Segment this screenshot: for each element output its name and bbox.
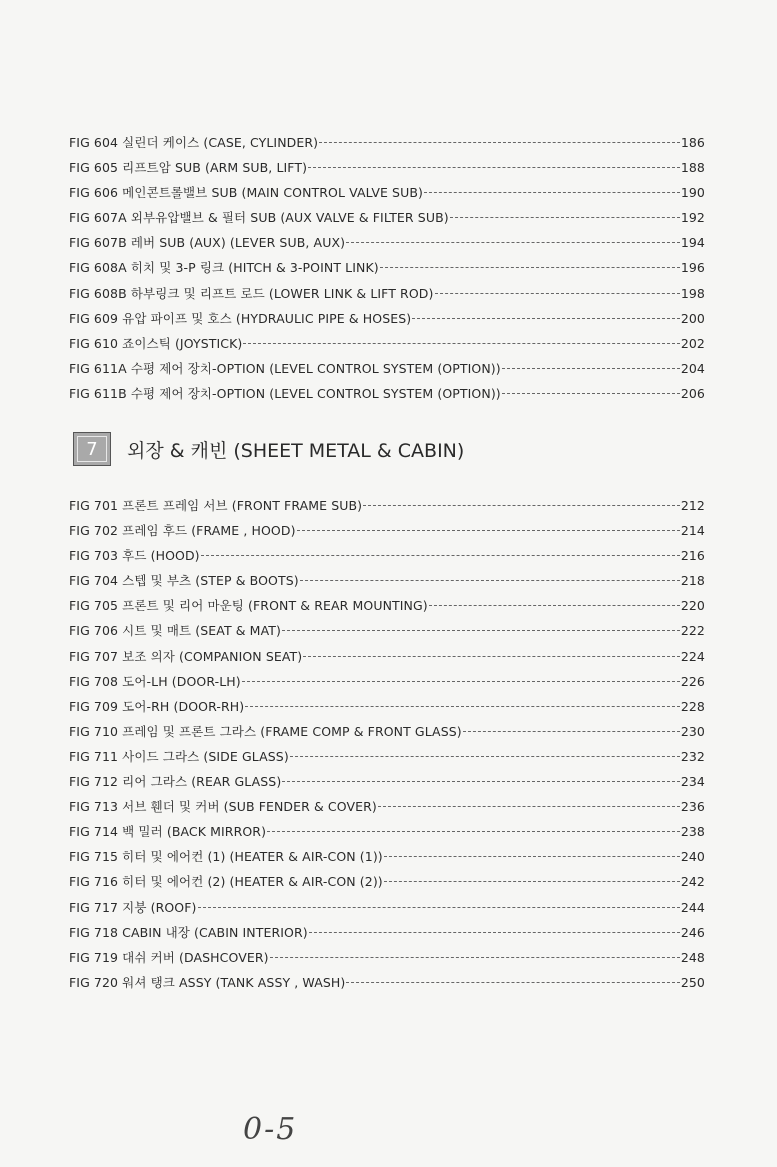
- toc-leader-line: [378, 806, 680, 807]
- toc-entry: [69, 847, 705, 872]
- toc-entry-label: FIG 709 도어-RH (DOOR-RH): [69, 698, 245, 714]
- toc-entry: [69, 898, 705, 923]
- toc-entry-page: 234: [680, 774, 705, 790]
- section-title: 외장 & 캐빈 (SHEET METAL & CABIN): [127, 439, 465, 462]
- toc-entry-label: FIG 717 지붕 (ROOF): [69, 899, 197, 915]
- toc-entry: [69, 647, 705, 672]
- toc-entry-page: 236: [680, 799, 705, 815]
- toc-entry-label: FIG 607A 외부유압밸브 & 필터 SUB (AUX VALVE & FILTER SUB): [69, 210, 449, 226]
- toc-entry-label: FIG 714 백 밀러 (BACK MIRROR): [69, 824, 267, 840]
- toc-entry-label: FIG 610 죠이스틱 (JOYSTICK): [69, 335, 243, 351]
- toc-entry: [69, 697, 705, 722]
- toc-entry-label: FIG 708 도어-LH (DOOR-LH): [69, 673, 241, 689]
- toc-entry-page: 198: [680, 285, 705, 301]
- toc-leader-line: [384, 881, 680, 882]
- toc-entry-label: FIG 711 사이드 그라스 (SIDE GLASS): [69, 748, 289, 764]
- toc-leader-line: [502, 393, 680, 394]
- toc-leader-line: [450, 217, 680, 218]
- bleed-through-decoration: [470, 452, 475, 471]
- toc-entry: [69, 496, 705, 521]
- toc-entry: [69, 233, 705, 258]
- toc-leader-line: [346, 982, 679, 983]
- toc-entry-label: FIG 609 유압 파이프 및 호스 (HYDRAULIC PIPE & HOSES): [69, 310, 412, 326]
- toc-leader-line: [384, 856, 680, 857]
- toc-entry-label: FIG 608B 하부링크 및 리프트 로드 (LOWER LINK & LIFT ROD): [69, 285, 434, 301]
- toc-entry-label: FIG 712 리어 그라스 (REAR GLASS): [69, 774, 282, 790]
- toc-leader-line: [243, 343, 679, 344]
- toc-entry-page: 228: [680, 698, 705, 714]
- toc-entry: [69, 596, 705, 621]
- toc-entry: [69, 284, 705, 309]
- toc-entry-page: 218: [680, 573, 705, 589]
- toc-leader-line: [282, 781, 680, 782]
- toc-entry-page: 226: [680, 673, 705, 689]
- toc-leader-line: [502, 368, 680, 369]
- toc-entry: [69, 923, 705, 948]
- toc-leader-line: [308, 167, 680, 168]
- toc-entry-label: FIG 606 메인콘트롤밸브 SUB (MAIN CONTROL VALVE SUB): [69, 185, 423, 201]
- section-header: [73, 432, 464, 466]
- toc-entry: [69, 258, 705, 283]
- toc-entry-page: 224: [680, 648, 705, 664]
- toc-leader-line: [363, 505, 680, 506]
- toc-leader-line: [245, 706, 680, 707]
- toc-entry-label: FIG 710 프레임 및 프론트 그라스 (FRAME COMP & FRONT GLASS): [69, 723, 462, 739]
- toc-entry-label: FIG 718 CABIN 내장 (CABIN INTERIOR): [69, 924, 308, 940]
- toc-entry-page: 240: [680, 849, 705, 865]
- toc-leader-line: [282, 630, 680, 631]
- toc-entry-page: 188: [680, 160, 705, 176]
- toc-entry-page: 186: [680, 135, 705, 150]
- toc-entry-page: 248: [680, 949, 705, 965]
- toc-entry: [69, 822, 705, 847]
- toc-entry: [69, 158, 705, 183]
- toc-entry: [69, 384, 705, 409]
- toc-entry-page: 246: [680, 924, 705, 940]
- handwritten-page-number: 0-5: [243, 1112, 298, 1147]
- toc-list-part7: [69, 496, 705, 998]
- toc-list-part6: [69, 133, 705, 409]
- toc-entry-label: FIG 705 프론트 및 리어 마운팅 (FRONT & REAR MOUNTING): [69, 598, 428, 614]
- section-number: 7: [86, 438, 98, 460]
- toc-entry: [69, 183, 705, 208]
- toc-entry-label: FIG 707 보조 의자 (COMPANION SEAT): [69, 648, 303, 664]
- toc-leader-line: [290, 756, 680, 757]
- toc-entry-page: 220: [680, 598, 705, 614]
- toc-entry: [69, 521, 705, 546]
- toc-entry-page: 196: [680, 260, 705, 276]
- toc-entry-label: FIG 611B 수평 제어 장치-OPTION (LEVEL CONTROL SYSTEM (OPTION)): [69, 385, 501, 401]
- toc-entry: [69, 133, 705, 158]
- toc-leader-line: [380, 267, 680, 268]
- toc-entry: [69, 309, 705, 334]
- toc-leader-line: [319, 142, 680, 143]
- toc-entry-label: FIG 604 실린더 케이스 (CASE, CYLINDER): [69, 135, 319, 150]
- toc-leader-line: [270, 957, 680, 958]
- toc-entry-page: 232: [680, 748, 705, 764]
- toc-entry: [69, 747, 705, 772]
- toc-entry: [69, 621, 705, 646]
- toc-leader-line: [242, 681, 680, 682]
- toc-entry-label: FIG 608A 히치 및 3-P 링크 (HITCH & 3-POINT LINK): [69, 260, 379, 276]
- toc-leader-line: [300, 580, 680, 581]
- toc-entry: [69, 208, 705, 233]
- toc-leader-line: [309, 932, 680, 933]
- toc-entry-page: 244: [680, 899, 705, 915]
- toc-entry-page: 206: [680, 385, 705, 401]
- toc-leader-line: [463, 731, 680, 732]
- toc-leader-line: [267, 831, 680, 832]
- toc-entry-page: 194: [680, 235, 705, 251]
- toc-leader-line: [297, 530, 680, 531]
- toc-entry-label: FIG 605 리프트암 SUB (ARM SUB, LIFT): [69, 160, 308, 176]
- toc-entry-label: FIG 703 후드 (HOOD): [69, 548, 200, 564]
- toc-leader-line: [435, 293, 680, 294]
- toc-entry-label: FIG 702 프레임 후드 (FRAME , HOOD): [69, 523, 296, 539]
- toc-entry-page: 242: [680, 874, 705, 890]
- toc-entry-label: FIG 701 프론트 프레임 서브 (FRONT FRAME SUB): [69, 498, 363, 513]
- toc-entry: [69, 672, 705, 697]
- toc-entry-label: FIG 716 히터 및 에어컨 (2) (HEATER & AIR-CON (2)): [69, 874, 383, 890]
- toc-leader-line: [412, 318, 680, 319]
- toc-entry-label: FIG 611A 수평 제어 장치-OPTION (LEVEL CONTROL SYSTEM (OPTION)): [69, 360, 501, 376]
- toc-entry: [69, 872, 705, 897]
- toc-entry-page: 200: [680, 310, 705, 326]
- toc-entry-label: FIG 706 시트 및 매트 (SEAT & MAT): [69, 623, 281, 639]
- toc-entry-page: 214: [680, 523, 705, 539]
- toc-entry: [69, 571, 705, 596]
- toc-entry: [69, 359, 705, 384]
- toc-entry-page: 202: [680, 335, 705, 351]
- toc-entry-label: FIG 704 스텝 및 부츠 (STEP & BOOTS): [69, 573, 299, 589]
- toc-entry-label: FIG 720 워셔 탱크 ASSY (TANK ASSY , WASH): [69, 974, 346, 990]
- toc-entry-page: 190: [680, 185, 705, 201]
- toc-leader-line: [198, 907, 680, 908]
- toc-entry-label: FIG 715 히터 및 에어컨 (1) (HEATER & AIR-CON (1)): [69, 849, 383, 865]
- toc-entry-page: 216: [680, 548, 705, 564]
- toc-entry-label: FIG 713 서브 휀더 및 커버 (SUB FENDER & COVER): [69, 799, 377, 815]
- toc-entry-page: 204: [680, 360, 705, 376]
- toc-entry-page: 212: [680, 498, 705, 513]
- toc-entry: [69, 772, 705, 797]
- toc-entry: [69, 797, 705, 822]
- toc-leader-line: [429, 605, 680, 606]
- toc-leader-line: [303, 656, 680, 657]
- toc-entry: [69, 334, 705, 359]
- toc-entry-page: 222: [680, 623, 705, 639]
- toc-entry: [69, 948, 705, 973]
- section-number-box: [73, 432, 111, 466]
- toc-entry-label: FIG 607B 레버 SUB (AUX) (LEVER SUB, AUX): [69, 235, 346, 251]
- toc-leader-line: [201, 555, 680, 556]
- toc-entry-label: FIG 719 대쉬 커버 (DASHCOVER): [69, 949, 269, 965]
- toc-entry: [69, 722, 705, 747]
- toc-entry-page: 192: [680, 210, 705, 226]
- toc-entry-page: 250: [680, 974, 705, 990]
- toc-leader-line: [346, 242, 680, 243]
- toc-entry-page: 230: [680, 723, 705, 739]
- toc-leader-line: [424, 192, 680, 193]
- toc-entry: [69, 546, 705, 571]
- toc-entry: [69, 973, 705, 998]
- toc-entry-page: 238: [680, 824, 705, 840]
